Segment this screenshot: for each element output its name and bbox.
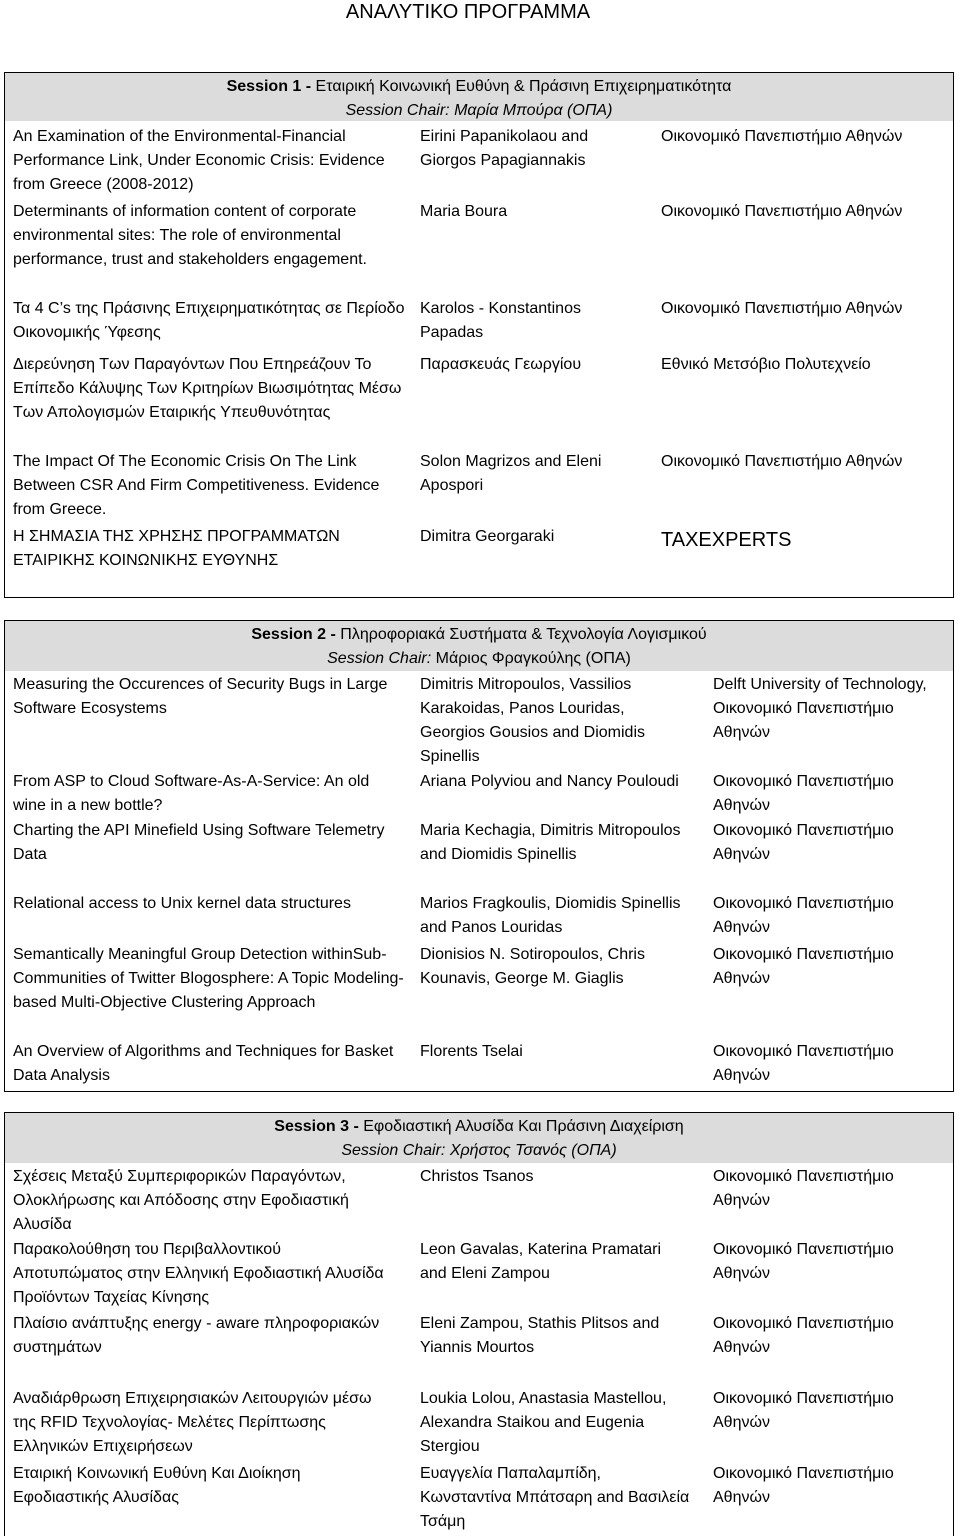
paper-title: Semantically Meaningful Group Detection withinSub-Communities of Twitter Blogosphere: A Topic Modeling-based Multi-Objective Clustering Approach (13, 946, 404, 1011)
session-chair-name: Μαρία Μπούρα (ΟΠΑ) (454, 102, 613, 119)
paper-title: Εταιρική Κοινωνική Ευθύνη Και Διοίκηση Εφοδιαστικής Αλυσίδας (13, 1465, 301, 1506)
session-2-header (5, 621, 953, 671)
paper-affiliation: Οικονομικό Πανεπιστήμιο Αθηνών (661, 203, 903, 220)
paper-affiliation: Οικονομικό Πανεπιστήμιο Αθηνών (661, 300, 903, 317)
paper-title: Η ΣΗΜΑΣΙΑ ΤΗΣ ΧΡΗΣΗΣ ΠΡΟΓΡΑΜΜΑΤΩΝ ΕΤΑΙΡΙΚΗΣ ΚΟΙΝΩΝΙΚΗΣ ΕΥΘΥΝΗΣ (13, 528, 340, 569)
paper-affiliation: Οικονομικό Πανεπιστήμιο Αθηνών (713, 1043, 894, 1084)
session-chair-label: Session Chair: (341, 1142, 446, 1159)
paper-authors: Eleni Zampou, Stathis Plitsos and Yiannis Mourtos (420, 1315, 660, 1356)
paper-title: An Examination of the Environmental-Financial Performance Link, Under Economic Crisis: Evidence from Greece (2008-2012) (13, 128, 385, 193)
paper-affiliation: Οικονομικό Πανεπιστήμιο Αθηνών (713, 1241, 894, 1282)
paper-authors: Solon Magrizos and Eleni Apospori (420, 453, 602, 494)
paper-authors: Maria Boura (420, 203, 508, 220)
paper-title: Charting the API Minefield Using Software Telemetry Data (13, 822, 385, 863)
paper-title: The Impact Of The Economic Crisis On The Link Between CSR And Firm Competitiveness. Evidence from Greece. (13, 453, 380, 518)
paper-affiliation: Οικονομικό Πανεπιστήμιο Αθηνών (713, 946, 894, 987)
paper-title: Relational access to Unix kernel data structures (13, 895, 351, 912)
paper-authors: Marios Fragkoulis, Diomidis Spinellis and Panos Louridas (420, 895, 681, 936)
paper-affiliation: Οικονομικό Πανεπιστήμιο Αθηνών (713, 822, 894, 863)
paper-authors: Eirini Papanikolaou and Giorgos Papagiannakis (420, 128, 589, 169)
paper-title: Αναδιάρθρωση Επιχειρησιακών Λειτουργιών μέσω της RFID Τεχνολογίας- Μελέτες Περίπτωσης Ελληνικών Επιχειρήσεων (13, 1390, 372, 1455)
paper-affiliation: Οικονομικό Πανεπιστήμιο Αθηνών (661, 453, 903, 470)
paper-authors: Karolos - Konstantinos Papadas (420, 300, 581, 341)
session-title: Πληροφοριακά Συστήματα & Τεχνολογία Λογισμικού (340, 626, 707, 643)
paper-affiliation: Οικονομικό Πανεπιστήμιο Αθηνών (713, 1465, 894, 1506)
session-title: Εφοδιαστική Αλυσίδα Και Πράσινη Διαχείριση (363, 1118, 684, 1135)
paper-title: Σχέσεις Μεταξύ Συμπεριφορικών Παραγόντων, Ολοκλήρωσης και Απόδοσης στην Εφοδιαστική Αλυσίδα (13, 1168, 349, 1233)
paper-title: An Overview of Algorithms and Techniques for Basket Data Analysis (13, 1043, 394, 1084)
session-3-header (5, 1113, 953, 1163)
paper-title: Παρακολούθηση του Περιβαλλοντικού Αποτυπώματος στην Ελληνική Εφοδιαστική Αλυσίδα Προϊόντων Ταχείας Κίνησης (13, 1241, 384, 1306)
paper-authors: Παρασκευάς Γεωργίου (420, 356, 582, 373)
paper-affiliation: TAXEXPERTS (661, 529, 792, 551)
page-title: ΑΝΑΛΥΤΙΚΟ ΠΡΟΓΡΑΜΜΑ (345, 1, 591, 23)
session-1-header (5, 73, 953, 121)
session-1-table (4, 72, 954, 598)
session-chair-name: Χρήστος Τσανός (ΟΠΑ) (449, 1142, 617, 1159)
paper-title: Determinants of information content of corporate environmental sites: The role of environmental performance, trust and stakeholders engagement. (13, 203, 367, 268)
paper-authors: Leon Gavalas, Katerina Pramatari and Eleni Zampou (420, 1241, 662, 1282)
paper-title: Διερεύνηση Των Παραγόντων Που Επηρεάζουν Το Επίπεδο Κάλυψης Των Κριτηρίων Βιωσιμότητας Μέσω Των Απολογισμών Εταιρικής Υπευθυνότητας (13, 356, 402, 421)
session-title: Εταιρική Κοινωνική Ευθύνη & Πράσινη Επιχειρηματικότητα (315, 78, 732, 95)
paper-authors: Loukia Lolou, Anastasia Mastellou, Alexandra Staikou and Eugenia Stergiou (420, 1390, 667, 1455)
paper-affiliation: Οικονομικό Πανεπιστήμιο Αθηνών (661, 128, 903, 145)
session-label: Session 2 - (251, 626, 336, 643)
paper-affiliation: Οικονομικό Πανεπιστήμιο Αθηνών (713, 895, 894, 936)
paper-affiliation: Οικονομικό Πανεπιστήμιο Αθηνών (713, 1168, 894, 1209)
session-3-table (4, 1112, 954, 1536)
paper-authors: Dimitra Georgaraki (420, 528, 555, 545)
paper-authors: Christos Tsanos (420, 1168, 534, 1185)
paper-authors: Florents Tselai (420, 1043, 523, 1060)
session-chair-label: Session Chair: (327, 650, 432, 667)
paper-affiliation: Οικονομικό Πανεπιστήμιο Αθηνών (713, 1390, 894, 1431)
paper-title: From ASP to Cloud Software-As-A-Service: An old wine in a new bottle? (13, 773, 370, 814)
session-chair-name: Μάριος Φραγκούλης (ΟΠΑ) (435, 650, 631, 667)
paper-affiliation: Οικονομικό Πανεπιστήμιο Αθηνών (713, 1315, 894, 1356)
paper-authors: Ευαγγελία Παπαλαμπίδη, Κωνσταντίνα Μπάτσαρη and Βασιλεία Τσάμη (420, 1465, 690, 1530)
session-chair-label: Session Chair: (345, 102, 450, 119)
session-label: Session 3 - (274, 1118, 359, 1135)
paper-title: Measuring the Occurences of Security Bugs in Large Software Ecosystems (13, 676, 388, 717)
paper-affiliation: Delft University of Technology, Οικονομικό Πανεπιστήμιο Αθηνών (713, 676, 927, 741)
session-label: Session 1 - (226, 78, 312, 95)
paper-affiliation: Οικονομικό Πανεπιστήμιο Αθηνών (713, 773, 894, 814)
paper-title: Πλαίσιο ανάπτυξης energy - aware πληροφοριακών συστημάτων (13, 1315, 380, 1356)
paper-authors: Ariana Polyviou and Nancy Pouloudi (420, 773, 679, 790)
paper-authors: Dionisios N. Sotiropoulos, Chris Kounavis, George M. Giaglis (420, 946, 645, 987)
paper-authors: Dimitris Mitropoulos, Vassilios Karakoidas, Panos Louridas, Georgios Gousios and Diomidis Spinellis (420, 676, 645, 765)
paper-authors: Maria Kechagia, Dimitris Mitropoulos and Diomidis Spinellis (420, 822, 681, 863)
paper-title: Τα 4 C’s της Πράσινης Επιχειρηματικότητας σε Περίοδο Οικονομικής Ύφεσης (13, 300, 405, 341)
paper-affiliation: Εθνικό Μετσόβιο Πολυτεχνείο (661, 356, 871, 373)
session-2-table (4, 620, 954, 1092)
